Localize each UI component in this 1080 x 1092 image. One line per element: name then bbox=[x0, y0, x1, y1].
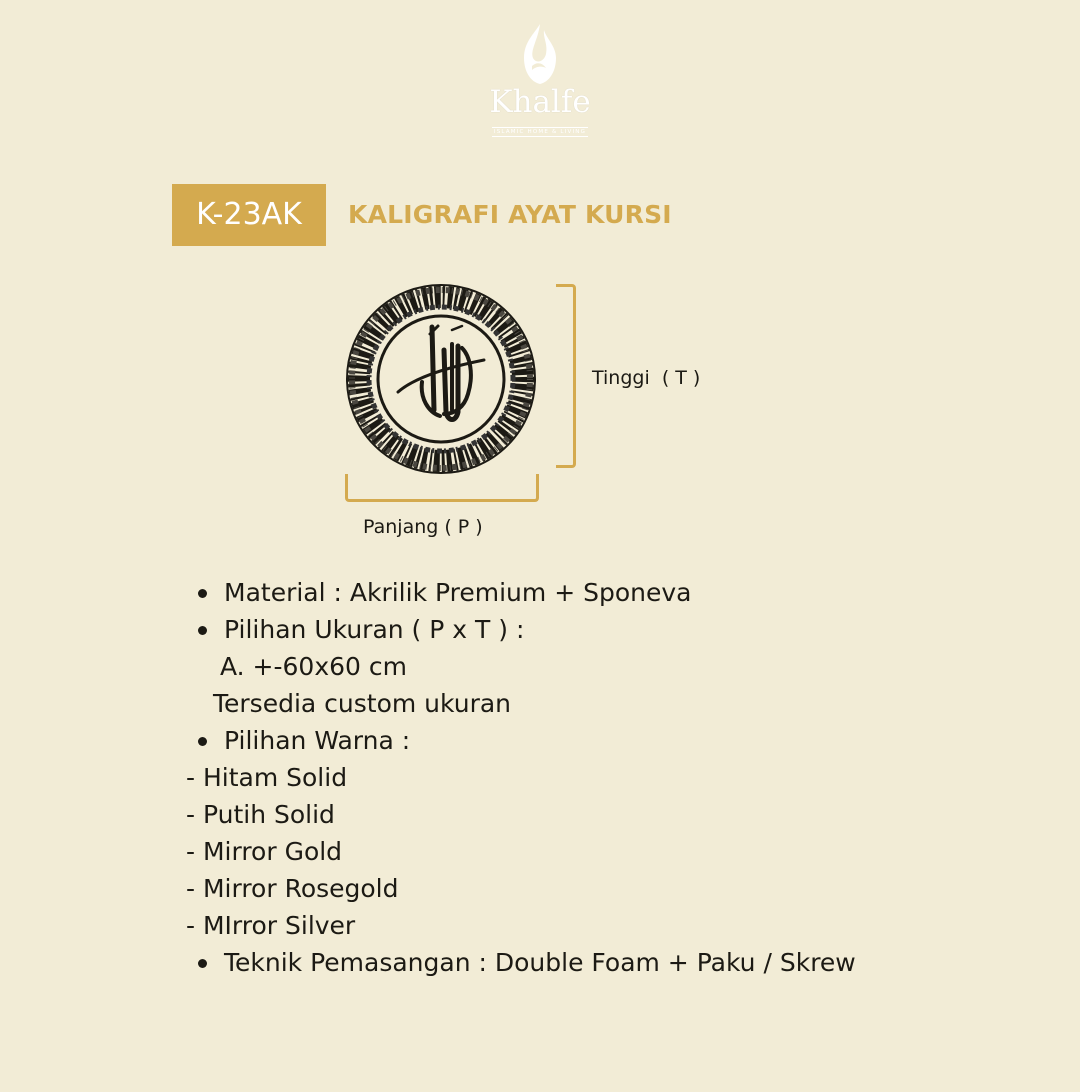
bullet-icon bbox=[198, 959, 207, 968]
height-label: Tinggi ( T ) bbox=[592, 367, 701, 389]
color-option bbox=[0, 833, 1080, 870]
bullet-icon bbox=[198, 626, 207, 635]
color-option bbox=[0, 907, 1080, 944]
brand-tagline: ISLAMIC HOME & LIVING bbox=[493, 129, 587, 135]
bullet-icon bbox=[198, 737, 207, 746]
color-option-text: - Hitam Solid bbox=[186, 763, 348, 792]
spec-material bbox=[0, 574, 1080, 611]
spec-installation-text: Teknik Pemasangan : Double Foam + Paku / Skrew bbox=[224, 948, 856, 977]
color-option bbox=[0, 796, 1080, 833]
spec-color-heading-text: Pilihan Warna : bbox=[224, 726, 411, 755]
flame-drop-icon bbox=[516, 22, 564, 88]
color-option-text: - Putih Solid bbox=[186, 800, 335, 829]
color-option-text: - Mirror Rosegold bbox=[186, 874, 399, 903]
length-label: Panjang ( P ) bbox=[363, 516, 483, 538]
color-option-text: - Mirror Gold bbox=[186, 837, 343, 866]
length-bracket bbox=[345, 474, 539, 502]
spec-custom-note bbox=[0, 685, 1080, 722]
spec-size-heading-text: Pilihan Ukuran ( P x T ) : bbox=[224, 615, 525, 644]
color-option bbox=[0, 759, 1080, 796]
spec-size-option-text: A. +-60x60 cm bbox=[220, 652, 407, 681]
spec-installation bbox=[0, 944, 1080, 981]
spec-custom-note-text: Tersedia custom ukuran bbox=[213, 689, 512, 718]
spec-material-text: Material : Akrilik Premium + Sponeva bbox=[224, 578, 692, 607]
spec-size-option bbox=[0, 648, 1080, 685]
product-code-badge: K-23AK bbox=[172, 184, 326, 246]
height-bracket bbox=[556, 284, 576, 468]
color-option-text: - MIrror Silver bbox=[186, 911, 356, 940]
brand-name: Khalfe bbox=[489, 84, 591, 120]
bullet-icon bbox=[198, 589, 207, 598]
ayat-kursi-calligraphy-icon bbox=[344, 282, 538, 476]
product-title: KALIGRAFI AYAT KURSI bbox=[348, 200, 672, 229]
brand-logo bbox=[470, 22, 610, 134]
spec-size-heading bbox=[0, 611, 1080, 648]
spec-list bbox=[0, 574, 1080, 981]
color-option bbox=[0, 870, 1080, 907]
spec-color-heading bbox=[0, 722, 1080, 759]
